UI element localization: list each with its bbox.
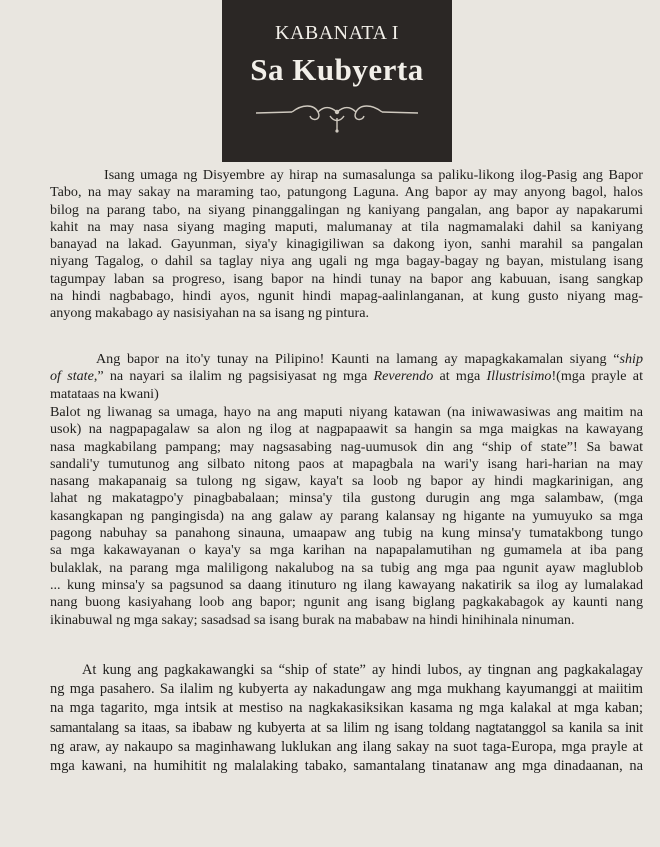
chapter-label: KABANATA I <box>275 22 399 44</box>
text-line: ... kung minsa'y sa pagsunod sa daang itinuturo ng ilang kawayang nakatirik sa ilog ay lumalakad <box>50 576 643 593</box>
text-line: pagong nabuhay sa panahong sinauna, umaapaw ang tubig na kung minsa'y tumatakbong tungo <box>50 525 643 542</box>
text-line: niyang Tagalog, o dahil sa taglay niya ang ugali ng mga bagay-bagay ng bayan, mistulang isang <box>50 253 643 270</box>
paragraph-3 <box>50 404 643 629</box>
text-line: banayad na lakad. Gayunman, siya'y kinagigiliwan sa dakong iyon, sanhi marahil sa pangalan <box>50 236 643 253</box>
text-line: Isang umaga ng Disyembre ay hirap na sumasalunga sa paliku-likong ilog-Pasig ang Bapor <box>104 167 643 183</box>
text-line: na hindi nagbabago, hindi ayos, ngunit hindi mapag-aalinlanganan, at kung gusto niyang mag- <box>50 288 643 305</box>
text-line: ng mga pasahero. Sa ilalim ng kubyerta ay nakadungaw ang mga mukhang kayumanggi at maiitim <box>50 681 643 698</box>
text-line <box>50 351 643 368</box>
flourish-ornament-icon <box>252 100 422 134</box>
text-line: kahit na may nasa siyang maging maputi, malumanay at tila nagmamalaki dahil sa kaniyang <box>50 218 643 235</box>
text-line: nasang makapanaig sa tulong ng sigaw, kaya't sa loob ng bapor ay hindi magkarinigan, ang <box>50 473 643 490</box>
text-line: ng araw, ay nakaupo sa maginhawang luklukan ang ilang sakay na suot taga-Europa, mga prayle at <box>50 738 643 755</box>
text-line: anyong makabago ay nasisiyahan na sa isang ng pintura. <box>50 305 369 322</box>
text-run: !(mga prayle at <box>551 368 643 385</box>
text-line: tagumpay laban sa progreso, isang bapor na hindi tunay na bapor ang kabuuan, isang sangkap <box>50 270 643 287</box>
text-run: ,” na nayari sa ilalim ng pagsisiyasat ng mga <box>93 368 374 385</box>
text-line: sa mga kakawayanan o kaya'y sa mga karihan na napapalamutihan ng gumamela at iba pang <box>50 542 643 559</box>
text-line: nang buong kasiyahang loob ang bapor; ngunit ang isang biglang pagkakabagok ay kaunti nang <box>50 594 643 611</box>
italic-reverendo: Reverendo <box>373 368 434 385</box>
text-line: lahat ng makatagpo'y pinagbabalaan; minsa'y tila gustong durugin ang mga salambaw, (mga <box>50 490 643 507</box>
text-line: ikinabuwal ng mga sakay; sasadsad sa isang burak na mababaw na hindi hinihinala ninuman. <box>50 611 575 628</box>
text-line: bulaklak, na parang mga maliligong nakalubog na sa tubig ang mga paa ngunit ayaw maglublob <box>50 559 643 576</box>
text-run: at mga <box>433 368 487 385</box>
paragraph-4 <box>50 661 643 776</box>
text-line: matataas na kwani) <box>50 385 159 402</box>
chapter-title: Sa Kubyerta <box>250 52 424 87</box>
chapter-heading-box <box>222 0 452 162</box>
text-line: At kung ang pagkakawangki sa “ship of state” ay hindi lubos, ay tingnan ang pagkakalagay <box>82 662 643 678</box>
text-line: samantalang sa itaas, sa ibabaw ng kubyerta at sa lilim ng isang toldang nagtatanggol sa kanila sa init <box>50 719 643 736</box>
paragraph-1 <box>50 167 643 323</box>
italic-ship: ship <box>619 351 643 367</box>
italic-illustrisimo: Illustrisimo <box>486 368 552 385</box>
text-line: mga kawani, na humihitit ng malalaking tabako, samantalang tinatanaw ang mga dinadaanan, na <box>50 758 643 775</box>
text-line: Tabo, na may sakay na maraming tao, patungong Laguna. Ang bapor ay may anyong bagol, halos <box>50 184 643 201</box>
text-line: kasangkapan ng pangingisda) na ang galaw ay parang kalansay ng higante na yumuyuko sa mga <box>50 507 643 524</box>
text-line <box>50 368 643 385</box>
text-run: Ang bapor na ito'y tunay na Pilipino! Kaunti na lamang ay mapagkakamalan siyang “ <box>96 351 620 367</box>
italic-of-state: of state <box>50 368 94 385</box>
text-line: Balot ng liwanag sa umaga, hayo na ang maputi niyang katawan (na iniwawasiwas ang maitim na <box>50 404 643 420</box>
text-line: nasa magkabilang pampang; may nagsasabing nag-uumusok din ang “ship of state”! Sa bawat <box>50 438 643 455</box>
text-line: na mga tagarito, mga intsik at mestiso na nagkakasiksikan kasama ng mga kalakal at mga kaban; <box>50 700 643 717</box>
text-line: bilog na parang tabo, na siyang pinanggalingan ng kaniyang pangalan, ang bapor ay napakarumi <box>50 201 643 218</box>
text-line: usok) na nagpapagalaw sa alon ng ilog at nagpapaawit sa hangin sa mga maigkas na kawayang <box>50 421 643 438</box>
paragraph-2 <box>50 351 643 403</box>
text-line: sandali'y tumutunog ang silbato nitong paos at mapagbala na wari'y isang hari-harian na may <box>50 455 643 472</box>
